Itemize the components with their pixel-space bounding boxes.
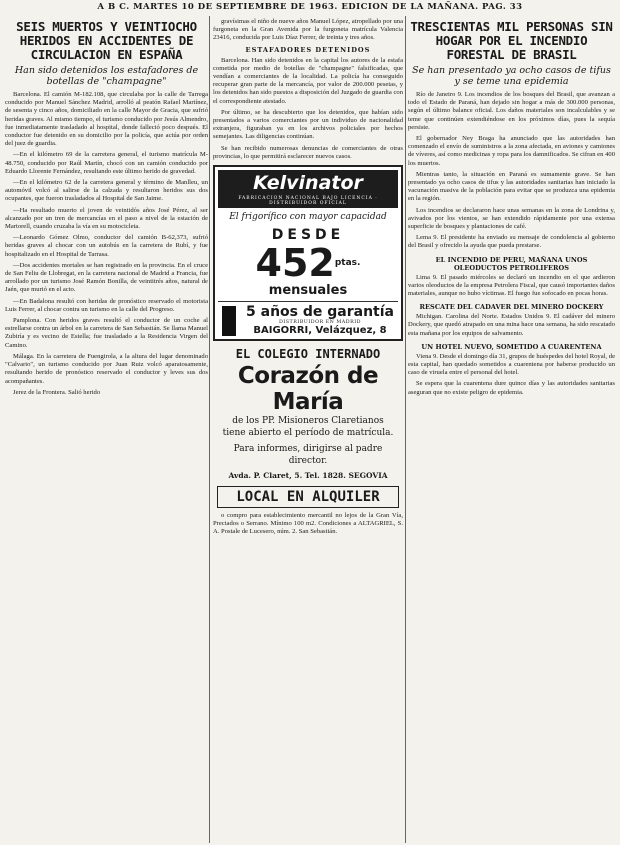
college-info: Para informes, dirigirse al padre director. [233, 444, 383, 467]
article-paragraph: Barcelona. Han sido detenidos en la capital los autores de la estafa cometida por medio de botellas de "champagne" falsificadas, que vendían a comerciantes de la localidad. La policía ha conseguido recuperar gran parte de la mercancía, por valor de 200.000 pesetas, y los detenidos han sido puestos a disposición del Juzgado de guardia con el correspondiente atestado. [213, 56, 403, 105]
college-name: Corazón de María [237, 363, 379, 416]
college-address: Avda. P. Claret, 5. Tel. 1828. SEGOVIA [228, 471, 388, 481]
article-paragraph: Barcelona. El camión M-182.108, que circulaba por la calle de Tarrega conducido por Manuel Sánchez Madrid, arrolló al peatón Rafael Martínez, de sesenta y cinco años, domiciliado en la calle Mayor de Gracia, que sufrió heridas graves. Al mismo tiempo, el turismo conducido por Jesús Almendro, fue inmediatamente trasladado al hospital, donde falleció poco después. El conductor fue detenido en su domicilio por la policía, que actúa por orden del juez de guardia. [5, 91, 208, 148]
ad-logo: Kelvinator [218, 170, 398, 196]
article-paragraph: Pamplona. Con heridos graves resultó el conductor de un coche al estrellarse contra un árbol en la carretera de San Sebastián. Se llama Manuel Zubiría y es vecino de Estella; fue trasladado a la Residencia Virgen del Camino. [5, 317, 208, 349]
ad-slogan: El frigorífico con mayor capacidad [229, 212, 387, 223]
ad-desde: DESDE [271, 227, 345, 244]
article-paragraph: —En el kilómetro 69 de la carretera general, el turismo matrícula M-48.750, conducido por Raúl Martín, chocó con un camión conducido por Eduardo Llorente Fernández, resultando este último herido de gravedad. [5, 151, 208, 175]
section-heading-dockery: RESCATE DEL CADAVER DEL MINERO DOCKERY [419, 303, 604, 312]
article-paragraph: —Leonardo Gómez Olmo, conductor del camión B-62,373, sufrió heridas graves al chocar con un autobús en la carretera de Rubí, y fue hospitalizado en el Hospital de Tarrasa. [5, 234, 208, 258]
article-paragraph: Se espera que la cuarentena dure quince días y las autoridades sanitarias aseguran que no existe peligro de epidemia. [408, 380, 615, 396]
column-rule [405, 16, 406, 843]
article-paragraph: Río de Janeiro 9. Los incendios de los bosques del Brasil, que avanzan a todo el Estado de Paraná, han dejado sin hogar a más de 300.000 personas, según el último balance oficial. Los daños materiales son incalculables y se teme que continúen extendiéndose en los próximos días, pues la sequía persiste. [408, 91, 615, 131]
subhead-accidents: Han sido detenidos los estafadores de botellas de "champagne" [14, 65, 199, 87]
ad-arrow-icon [222, 306, 236, 336]
article-paragraph: Michigan. Carolina del Norte. Estados Unidos 9. El cadáver del minero Dockery, que quedó atrapado en una mina hace una semana, ha sido rescatado esta mañana por los equipos de salvamento. [408, 313, 615, 337]
ad-guarantee [242, 305, 398, 336]
article-paragraph: —Ha resultado muerto el joven de veintidós años José Pérez, al ser alcanzado por un tren de mercancías en el paso a nivel de la estación de Martorell, cuando cruzaba la vía en su motocicleta. [5, 206, 208, 231]
college-enrollment: tiene abierto el período de matrícula. [222, 428, 394, 439]
local-text: o compro para establecimiento mercantil no lejos de la Gran Vía, Preciados o Serrano. Mínimo 100 m2. Condiciones a ALTAGRIEL, S. A. Postale de Lucesero, núm. 2. San Sebastián. [213, 512, 403, 536]
ad-monthly: mensuales [268, 283, 348, 299]
advertisement-kelvinator [213, 165, 403, 341]
article-paragraph: Mientras tanto, la situación en Paraná es sumamente grave. Se han presentado ya ocho casos de tifus y las autoridades sanitarias han iniciado la vacunación masiva de la población para evitar que se produzca una epidemia en la región. [408, 170, 615, 203]
headline-brazil-fire: TRESCIENTAS MIL PERSONAS SIN HOGAR POR EL INCENDIO FORESTAL DE BRASIL [410, 19, 613, 62]
subhead-brazil-fire: Se han presentado ya ocho casos de tifus y se teme una epidemia [412, 65, 611, 87]
article-paragraph: Los incendios se declararon hace unas semanas en la zona de Londrina y, avivados por los vientos, se han extendido rápidamente por una extensa superficie de bosques y plantaciones de café. [408, 206, 615, 231]
article-paragraph: Viena 9. Desde el domingo día 31, grupos de huéspedes del hotel Royal, de esta capital, han quedado sometidos a cuarentena por haberse producido un caso de viruela entre el personal del hotel. [408, 352, 615, 377]
college-order: de los PP. Misioneros Claretianos [232, 416, 384, 427]
headline-accidents: SEIS MUERTOS Y VEINTIOCHO HERIDOS EN ACCIDENTES DE CIRCULACION EN ESPAÑA [16, 19, 197, 62]
ad-local-rent [217, 486, 399, 508]
article-paragraph: —En el kilómetro 62 de la carretera general y término de Manlleu, un automóvil volcó al salirse de la calzada y resultaron heridos sus dos ocupantes, que fueron trasladados al Hospital de San Jaime. [5, 179, 208, 203]
column-rule [209, 16, 210, 843]
ad-strip: FABRICACION NACIONAL BAJO LICENCIA · DISTRIBUIDOR OFICIAL [218, 196, 398, 208]
article-paragraph: Málaga. En la carretera de Fuengirola, a la altura del lugar denominado "Calvario", un turismo conducido por Juan Ruiz volcó aparatosamente, resultando herido de pronóstico reservado el conductor y leves sus dos acompañantes. [5, 352, 208, 385]
article-paragraph: gravísimas el niño de nueve años Manuel López, atropellado por una furgoneta en la Gran Avenida por la furgoneta matrícula Valencia 23416, conducida por Luis Díaz Ferrer, de treinta y tres años. [213, 18, 403, 42]
ad-guarantee-text: 5 años de garantía [246, 304, 394, 321]
article-paragraph: Por último, se ha descubierto que los detenidos, que habían sido presentados a varios comerciantes por un individuo de nacionalidad extranjera, figuraban ya en los archivos policiales por hechos semejantes. Las diligencias continúan. [213, 108, 403, 141]
section-heading-peru: EL INCENDIO DE PERU, MAÑANA UNOS OLEODUCTOS PETROLIFEROS [435, 255, 588, 272]
ad-bottom [218, 301, 398, 336]
ad-price [218, 241, 398, 286]
ad-distributor-name: BAIGORRI, Velázquez, 8 [253, 325, 387, 337]
section-heading-swindlers: ESTAFADORES DETENIDOS [245, 45, 371, 54]
article-paragraph: Jerez de la Frontera. Salió herido [13, 388, 101, 396]
page-header: A B C. MARTES 10 DE SEPTIEMBRE DE 1963. EDICION DE LA MAÑANA. PAG. 33 [97, 2, 523, 12]
article-paragraph: El gobernador Ney Braga ha anunciado que las autoridades han comenzado el envío de suministros a la zona afectada, en aviones y camiones de víveres, así como medicinas y ropa para los damnificados. Se cifran en 400 los muertos. [408, 135, 615, 167]
local-title: LOCAL EN ALQUILER [236, 489, 380, 506]
column-right [408, 18, 615, 843]
article-paragraph: Lima 9. El pasado miércoles se declaró un incendio en el que ardieron varios oleoductos de la empresa Petrolera Fiscal, que causó importantes daños materiales, aunque no hubo víctimas. El fuego fue sofocado en pocas horas. [408, 273, 615, 298]
ad-distributor-label: DISTRIBUIDOR EN MADRID [279, 320, 361, 326]
college-title: EL COLEGIO INTERNADO [235, 347, 381, 362]
ad-price-value: 452 [255, 241, 335, 286]
ad-price-unit: ptas. [334, 258, 361, 269]
column-middle [213, 18, 403, 843]
article-paragraph: —Dos accidentes mortales se han registrado en la provincia. En el cruce de San Feliu de Llobregat, en la carretera nacional de Madrid a Francia, fue arrollado por un turismo José Ramón Bonilla, de veintitrés años, natural de Jaén, que murió en el acto. [5, 261, 208, 294]
article-paragraph: Se han recibido numerosas denuncias de comerciantes de otras provincias, lo que permitirá esclarecer nuevos casos. [213, 144, 403, 160]
section-heading-hotel: UN HOTEL NUEVO, SOMETIDO A CUARENTENA [421, 342, 602, 351]
article-paragraph: —En Badalona resultó con heridas de pronóstico reservado el motorista Luis Ferrer, al chocar contra un turismo en la calle del Progreso. [5, 297, 208, 313]
column-left [5, 18, 208, 843]
article-paragraph: Lema 9. El presidente ha enviado su mensaje de condolencia al gobierno del Brasil y ofrecido la ayuda que pueda prestarse. [408, 234, 615, 250]
